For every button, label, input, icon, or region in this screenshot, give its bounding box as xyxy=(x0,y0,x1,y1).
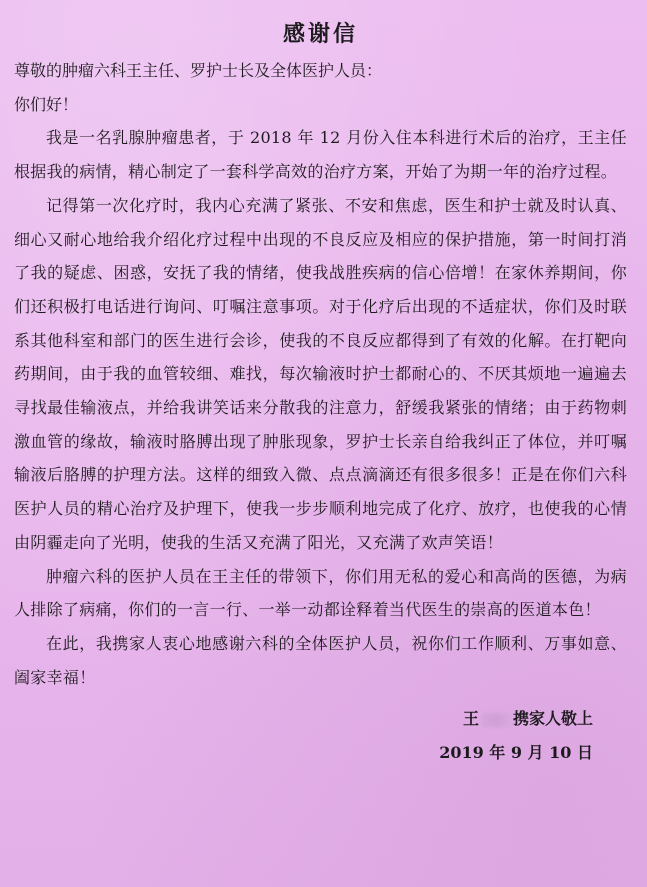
signature-surname: 王 xyxy=(462,709,479,729)
greeting: 你们好！ xyxy=(14,94,79,114)
signature-text: 携家人敬上 xyxy=(512,709,593,729)
redacted-name-blur xyxy=(481,713,511,727)
salutation: 尊敬的肿瘤六科王主任、罗护士长及全体医护人员： xyxy=(14,61,383,80)
paragraph-4: 在此，我携家人衷心地感谢六科的全体医护人员，祝你们工作顺利、万事如意、阖家幸福！ xyxy=(14,633,627,687)
signature xyxy=(14,702,593,736)
paragraph-2: 记得第一次化疗时，我内心充满了紧张、不安和焦虑，医生和护士就及时认真、细心又耐心地给我介绍化疗过程中出现的不良反应及相应的保护措施，第一时间打消了我的疑虑、困惑，安抚了我的情绪，使我战胜疾病的信心倍增！在家休养期间，你们还积极打电话进行询问、叮嘱注意事项。对于化疗后出现的不适症状，你们及时联系其他科室和部门的医生进行会诊，使我的不良反应都得到了有效的化解。在打靶向药期间，由于我的血管较细、难找，每次输液时护士都耐心的、不厌其烦地一遍遍去寻找最佳输液点，并给我讲笑话来分散我的注意力，舒缓我紧张的情绪；由于药物刺激血管的缘故，输液时胳膊出现了肿胀现象，罗护士长亲自给我纠正了体位，并叮嘱输液后胳膊的护理方法。这样的细致入微、点点滴滴还有很多很多！正是在你们六科医护人员的精心治疗及护理下，使我一步步顺利地完成了化疗、放疗，也使我的心情由阴霾走向了光明，使我的生活又充满了阳光，又充满了欢声笑语！ xyxy=(14,195,627,552)
paragraph-3: 肿瘤六科的医护人员在王主任的带领下，你们用无私的爱心和高尚的医德，为病人排除了病痛，你们的一言一行、一举一动都诠释着当代医生的崇高的医道本色！ xyxy=(14,566,627,620)
letter-title: 感谢信 xyxy=(282,22,358,47)
paragraph-1: 我是一名乳腺肿瘤患者，于 2018 年 12 月份入住本科进行术后的治疗，王主任根据我的病情，精心制定了一套科学高效的治疗方案，开始了为期一年的治疗过程。 xyxy=(14,128,627,182)
letter-date: 2019 年 9 月 10 日 xyxy=(439,743,593,763)
